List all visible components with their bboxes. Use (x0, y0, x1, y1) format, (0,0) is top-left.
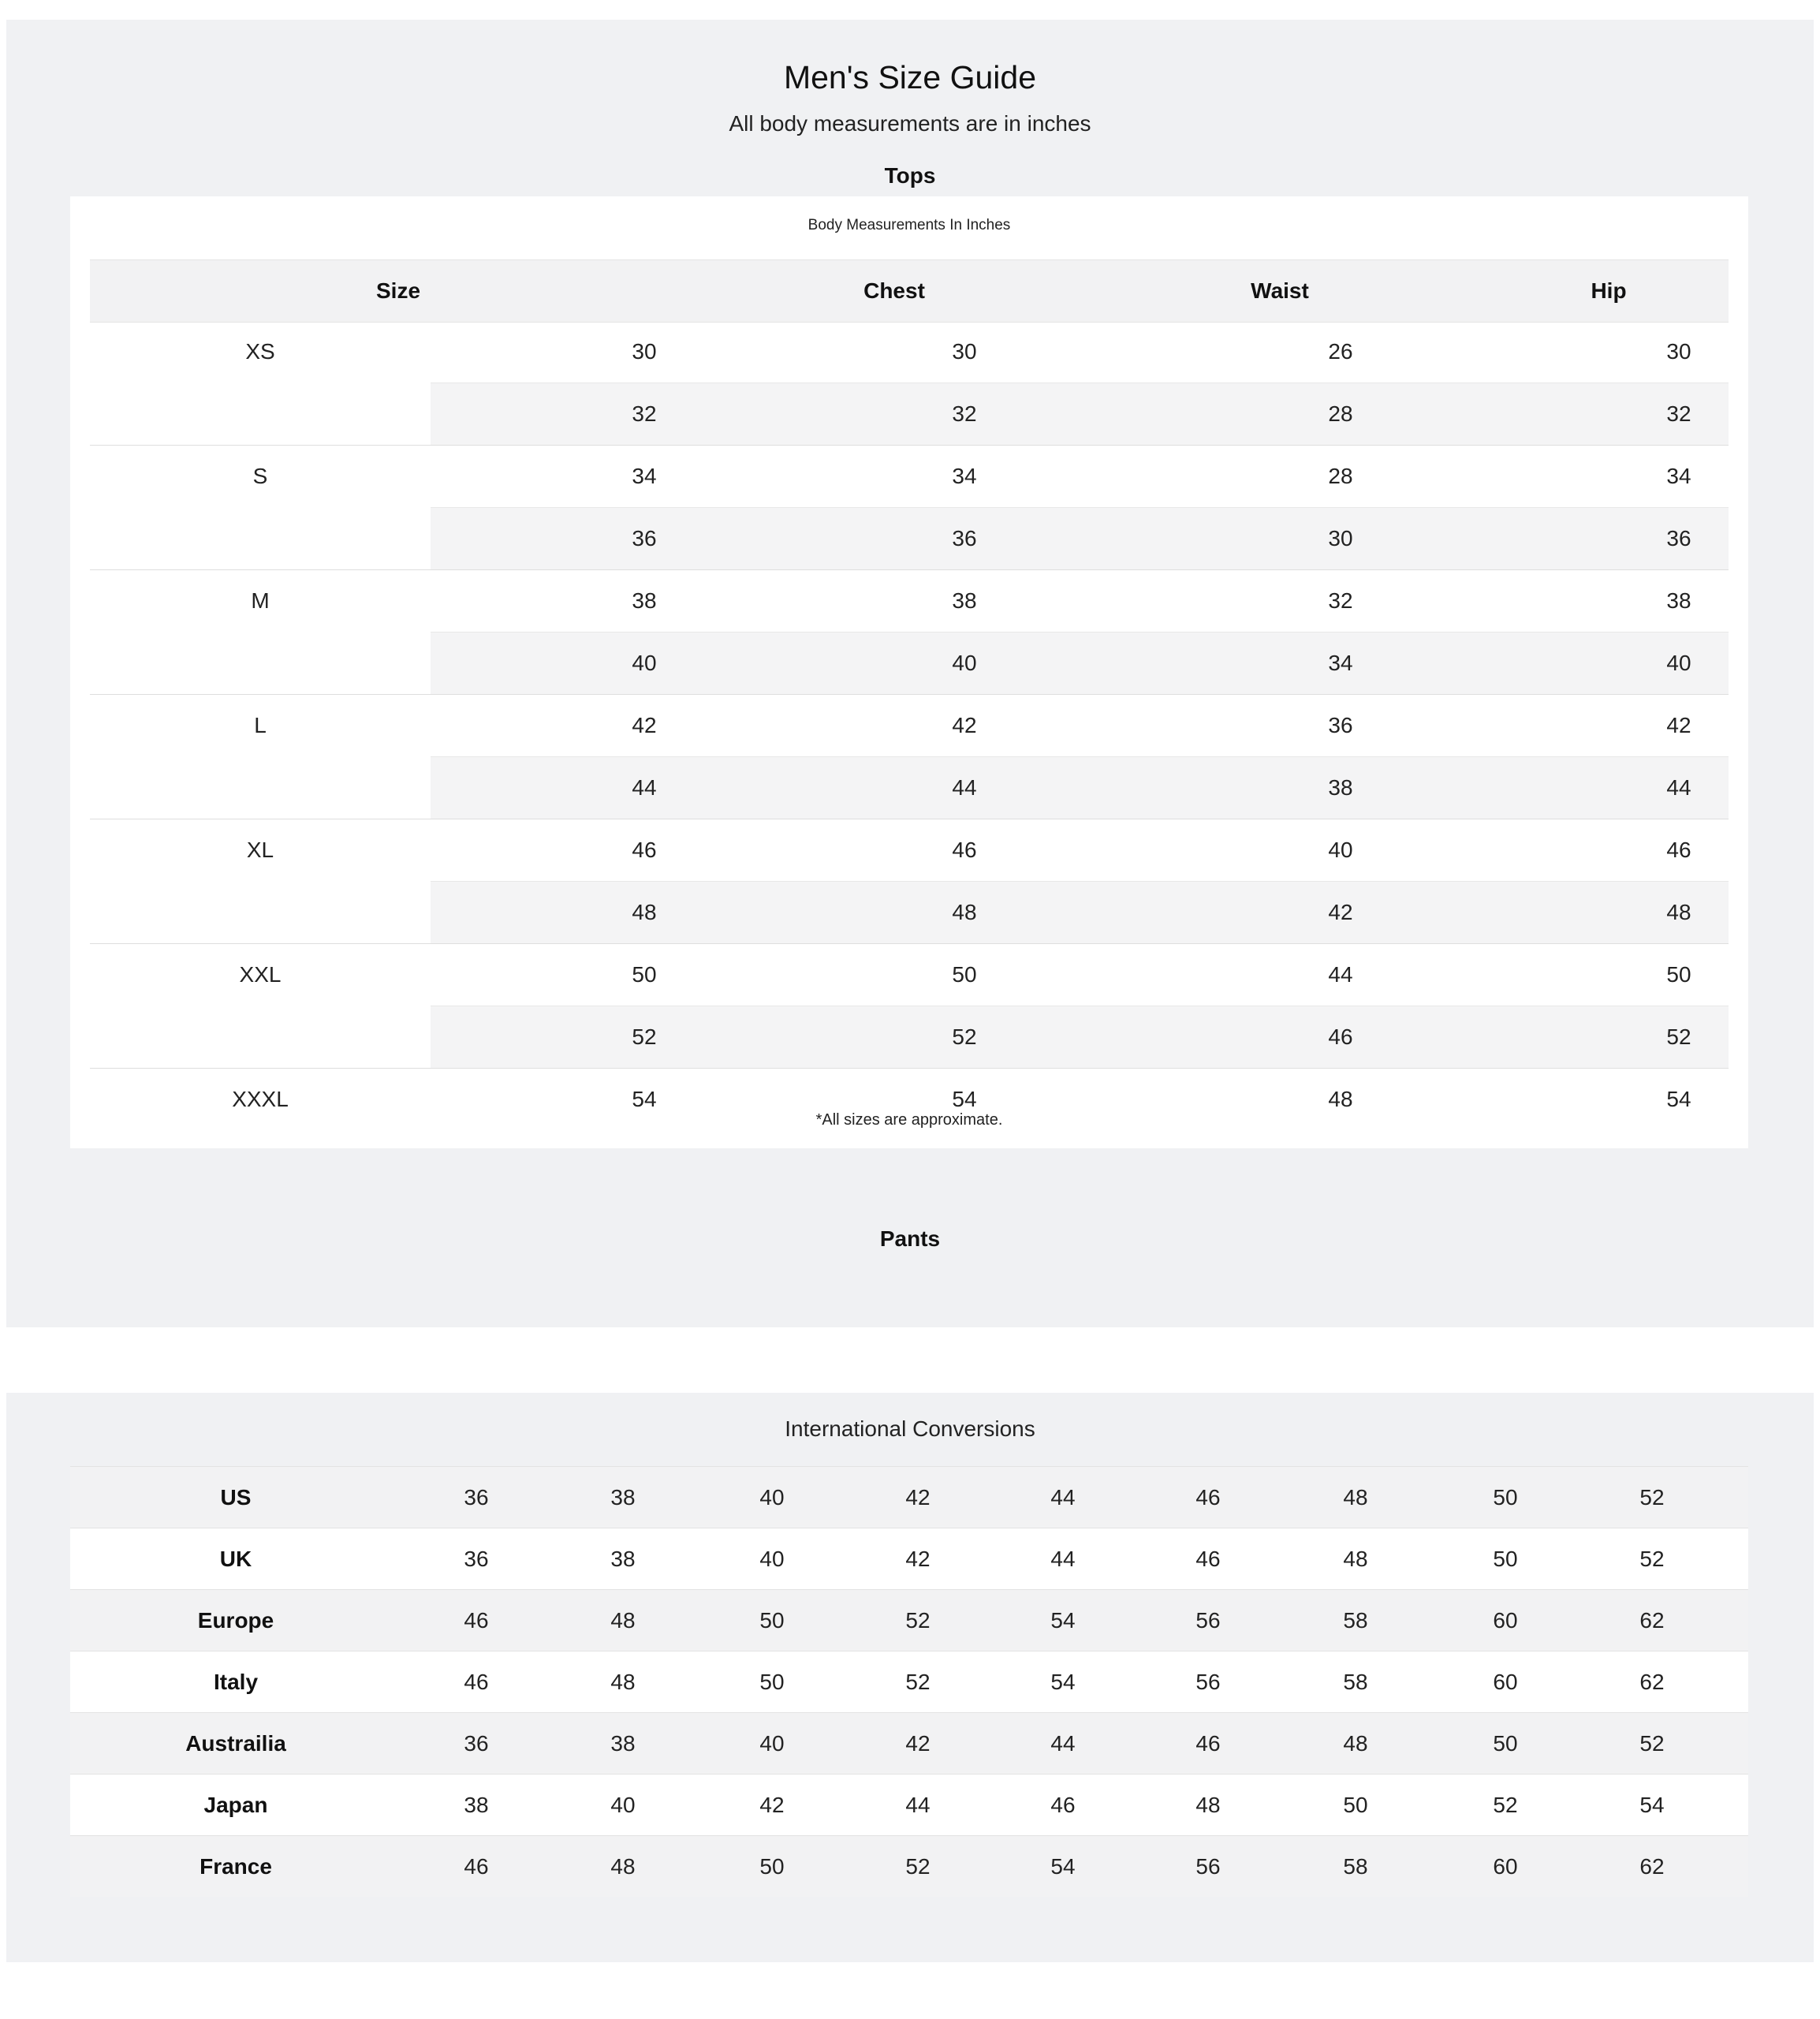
conversion-cell: 56 (1195, 1854, 1221, 1879)
conversion-cell: 58 (1343, 1670, 1368, 1694)
conversion-cell: 58 (1343, 1608, 1368, 1633)
table-cell: 34 (632, 464, 657, 488)
conversion-cell: 48 (1343, 1485, 1368, 1510)
table-row (431, 1006, 1729, 1068)
conversions-title: International Conversions (785, 1416, 1035, 1441)
table-cell: 36 (1666, 526, 1691, 550)
size-group (90, 695, 1729, 819)
table-cell: 42 (632, 713, 657, 737)
conversion-cell: 38 (610, 1731, 636, 1756)
table-cell: 42 (1328, 900, 1353, 924)
table-cell: 46 (1328, 1024, 1353, 1049)
table-row (431, 321, 1729, 383)
table-cell: 48 (1328, 1087, 1353, 1111)
table-row (431, 881, 1729, 943)
conversion-cell: 44 (905, 1793, 931, 1817)
tops-table-header (90, 259, 1729, 323)
conversion-cell: 36 (464, 1731, 489, 1756)
header-size: Size (375, 278, 421, 303)
table-cell: 34 (1328, 651, 1353, 675)
conversion-row (70, 1774, 1748, 1835)
conversion-cell: 52 (905, 1670, 931, 1694)
table-cell: 28 (1328, 464, 1353, 488)
conversions-table (70, 1466, 1748, 1897)
conversion-cell: 54 (1050, 1854, 1076, 1879)
size-label: XS (245, 339, 275, 364)
conversion-cell: 44 (1050, 1547, 1076, 1571)
header-waist: Waist (1251, 278, 1309, 303)
table-cell: 40 (952, 651, 977, 675)
country-label: UK (219, 1547, 252, 1571)
conversion-cell: 50 (759, 1854, 785, 1879)
table-cell: 48 (952, 900, 977, 924)
table-cell: 36 (632, 526, 657, 550)
conversion-row (70, 1528, 1748, 1589)
conversion-cell: 52 (1639, 1731, 1665, 1756)
table-cell: 46 (632, 838, 657, 862)
conversion-row (70, 1651, 1748, 1712)
conversion-cell: 52 (905, 1854, 931, 1879)
table-cell: 44 (1328, 962, 1353, 987)
size-label: XXXL (232, 1087, 289, 1111)
conversion-cell: 50 (1493, 1485, 1518, 1510)
conversion-row (70, 1589, 1748, 1651)
conversion-cell: 60 (1493, 1670, 1518, 1694)
conversion-cell: 54 (1050, 1670, 1076, 1694)
table-cell: 40 (1666, 651, 1691, 675)
size-label: XXL (239, 962, 282, 987)
tops-table-card (70, 196, 1748, 1148)
table-cell: 40 (632, 651, 657, 675)
table-cell: 32 (1666, 401, 1691, 426)
table-cell: 52 (632, 1024, 657, 1049)
conversion-cell: 42 (905, 1485, 931, 1510)
table-cell: 36 (1328, 713, 1353, 737)
conversion-cell: 50 (759, 1670, 785, 1694)
pants-heading: Pants (879, 1226, 941, 1251)
conversion-cell: 46 (1195, 1485, 1221, 1510)
conversion-cell: 40 (610, 1793, 636, 1817)
table-cell: 30 (632, 339, 657, 364)
conversion-cell: 54 (1639, 1793, 1665, 1817)
conversion-cell: 36 (464, 1485, 489, 1510)
conversion-cell: 60 (1493, 1608, 1518, 1633)
table-cell: 54 (632, 1087, 657, 1111)
table-cell: 30 (952, 339, 977, 364)
conversion-cell: 46 (464, 1608, 489, 1633)
tops-table-body (90, 321, 1729, 1130)
table-cell: 40 (1328, 838, 1353, 862)
conversion-cell: 48 (610, 1608, 636, 1633)
conversion-row (70, 1835, 1748, 1897)
table-row (431, 632, 1729, 694)
conversion-cell: 52 (1639, 1485, 1665, 1510)
conversion-cell: 46 (1195, 1547, 1221, 1571)
size-group (90, 944, 1729, 1069)
table-cell: 28 (1328, 401, 1353, 426)
table-row (431, 819, 1729, 881)
country-label: Italy (213, 1670, 259, 1694)
conversion-cell: 52 (905, 1608, 931, 1633)
table-cell: 30 (1328, 526, 1353, 550)
conversion-cell: 46 (464, 1670, 489, 1694)
table-cell: 54 (952, 1087, 977, 1111)
conversion-cell: 52 (1493, 1793, 1518, 1817)
size-label: M (251, 588, 270, 613)
table-cell: 46 (1666, 838, 1691, 862)
conversion-cell: 62 (1639, 1854, 1665, 1879)
table-cell: 34 (952, 464, 977, 488)
table-cell: 32 (632, 401, 657, 426)
tops-table-caption: Body Measurements In Inches (807, 217, 1011, 233)
table-cell: 50 (1666, 962, 1691, 987)
conversion-cell: 38 (610, 1547, 636, 1571)
table-cell: 48 (632, 900, 657, 924)
table-cell: 52 (952, 1024, 977, 1049)
conversion-cell: 56 (1195, 1608, 1221, 1633)
table-cell: 38 (952, 588, 977, 613)
table-cell: 44 (632, 775, 657, 800)
conversion-cell: 40 (759, 1485, 785, 1510)
table-cell: 42 (1666, 713, 1691, 737)
conversion-cell: 48 (610, 1854, 636, 1879)
country-label: Europe (197, 1608, 274, 1633)
table-cell: 32 (952, 401, 977, 426)
table-cell: 44 (1666, 775, 1691, 800)
table-cell: 26 (1328, 339, 1353, 364)
country-label: US (220, 1485, 252, 1510)
table-row (431, 944, 1729, 1006)
tops-heading: Tops (884, 163, 936, 188)
size-group (90, 570, 1729, 695)
size-group (90, 819, 1729, 944)
conversion-cell: 40 (759, 1731, 785, 1756)
table-row (431, 695, 1729, 756)
header-chest: Chest (863, 278, 925, 303)
conversion-cell: 44 (1050, 1731, 1076, 1756)
table-cell: 42 (952, 713, 977, 737)
country-label: France (200, 1854, 272, 1879)
table-row (431, 383, 1729, 445)
table-cell: 38 (1328, 775, 1353, 800)
conversion-cell: 48 (610, 1670, 636, 1694)
conversion-cell: 40 (759, 1547, 785, 1571)
conversion-cell: 52 (1639, 1547, 1665, 1571)
table-cell: 38 (1666, 588, 1691, 613)
conversion-cell: 54 (1050, 1608, 1076, 1633)
conversion-cell: 50 (1493, 1731, 1518, 1756)
conversion-cell: 50 (759, 1608, 785, 1633)
conversion-cell: 46 (464, 1854, 489, 1879)
table-cell: 34 (1666, 464, 1691, 488)
size-label: S (252, 464, 268, 488)
table-row (431, 570, 1729, 632)
table-cell: 36 (952, 526, 977, 550)
size-label: L (254, 713, 267, 737)
conversion-cell: 38 (610, 1485, 636, 1510)
conversion-cell: 50 (1493, 1547, 1518, 1571)
size-group (90, 321, 1729, 446)
table-cell: 38 (632, 588, 657, 613)
country-label: Japan (203, 1793, 268, 1817)
conversion-cell: 42 (905, 1731, 931, 1756)
conversion-cell: 46 (1050, 1793, 1076, 1817)
conversion-cell: 48 (1343, 1731, 1368, 1756)
table-cell: 52 (1666, 1024, 1691, 1049)
page-subtitle: All body measurements are in inches (729, 111, 1091, 136)
conversion-cell: 48 (1343, 1547, 1368, 1571)
conversion-cell: 48 (1195, 1793, 1221, 1817)
conversions-panel (6, 1393, 1814, 1962)
conversion-row (70, 1712, 1748, 1774)
table-cell: 48 (1666, 900, 1691, 924)
table-cell: 46 (952, 838, 977, 862)
table-row (431, 507, 1729, 569)
header-hip: Hip (1591, 278, 1627, 303)
conversion-cell: 38 (464, 1793, 489, 1817)
size-guide-panel (6, 20, 1814, 1327)
table-cell: 50 (952, 962, 977, 987)
size-label: XL (246, 838, 274, 862)
page-title: Men's Size Guide (783, 59, 1037, 95)
conversion-cell: 44 (1050, 1485, 1076, 1510)
country-label: Austrailia (185, 1731, 286, 1756)
conversion-cell: 58 (1343, 1854, 1368, 1879)
conversion-cell: 50 (1343, 1793, 1368, 1817)
table-cell: 32 (1328, 588, 1353, 613)
conversion-cell: 36 (464, 1547, 489, 1571)
tops-footnote: *All sizes are approximate. (815, 1111, 1003, 1129)
table-cell: 54 (1666, 1087, 1691, 1111)
conversion-cell: 62 (1639, 1670, 1665, 1694)
conversion-cell: 46 (1195, 1731, 1221, 1756)
table-cell: 50 (632, 962, 657, 987)
size-group (90, 446, 1729, 570)
conversion-cell: 60 (1493, 1854, 1518, 1879)
conversion-cell: 56 (1195, 1670, 1221, 1694)
table-row (431, 756, 1729, 819)
conversion-cell: 42 (759, 1793, 785, 1817)
table-cell: 30 (1666, 339, 1691, 364)
conversion-row (70, 1466, 1748, 1528)
table-row (431, 446, 1729, 507)
table-cell: 44 (952, 775, 977, 800)
conversion-cell: 42 (905, 1547, 931, 1571)
conversion-cell: 62 (1639, 1608, 1665, 1633)
